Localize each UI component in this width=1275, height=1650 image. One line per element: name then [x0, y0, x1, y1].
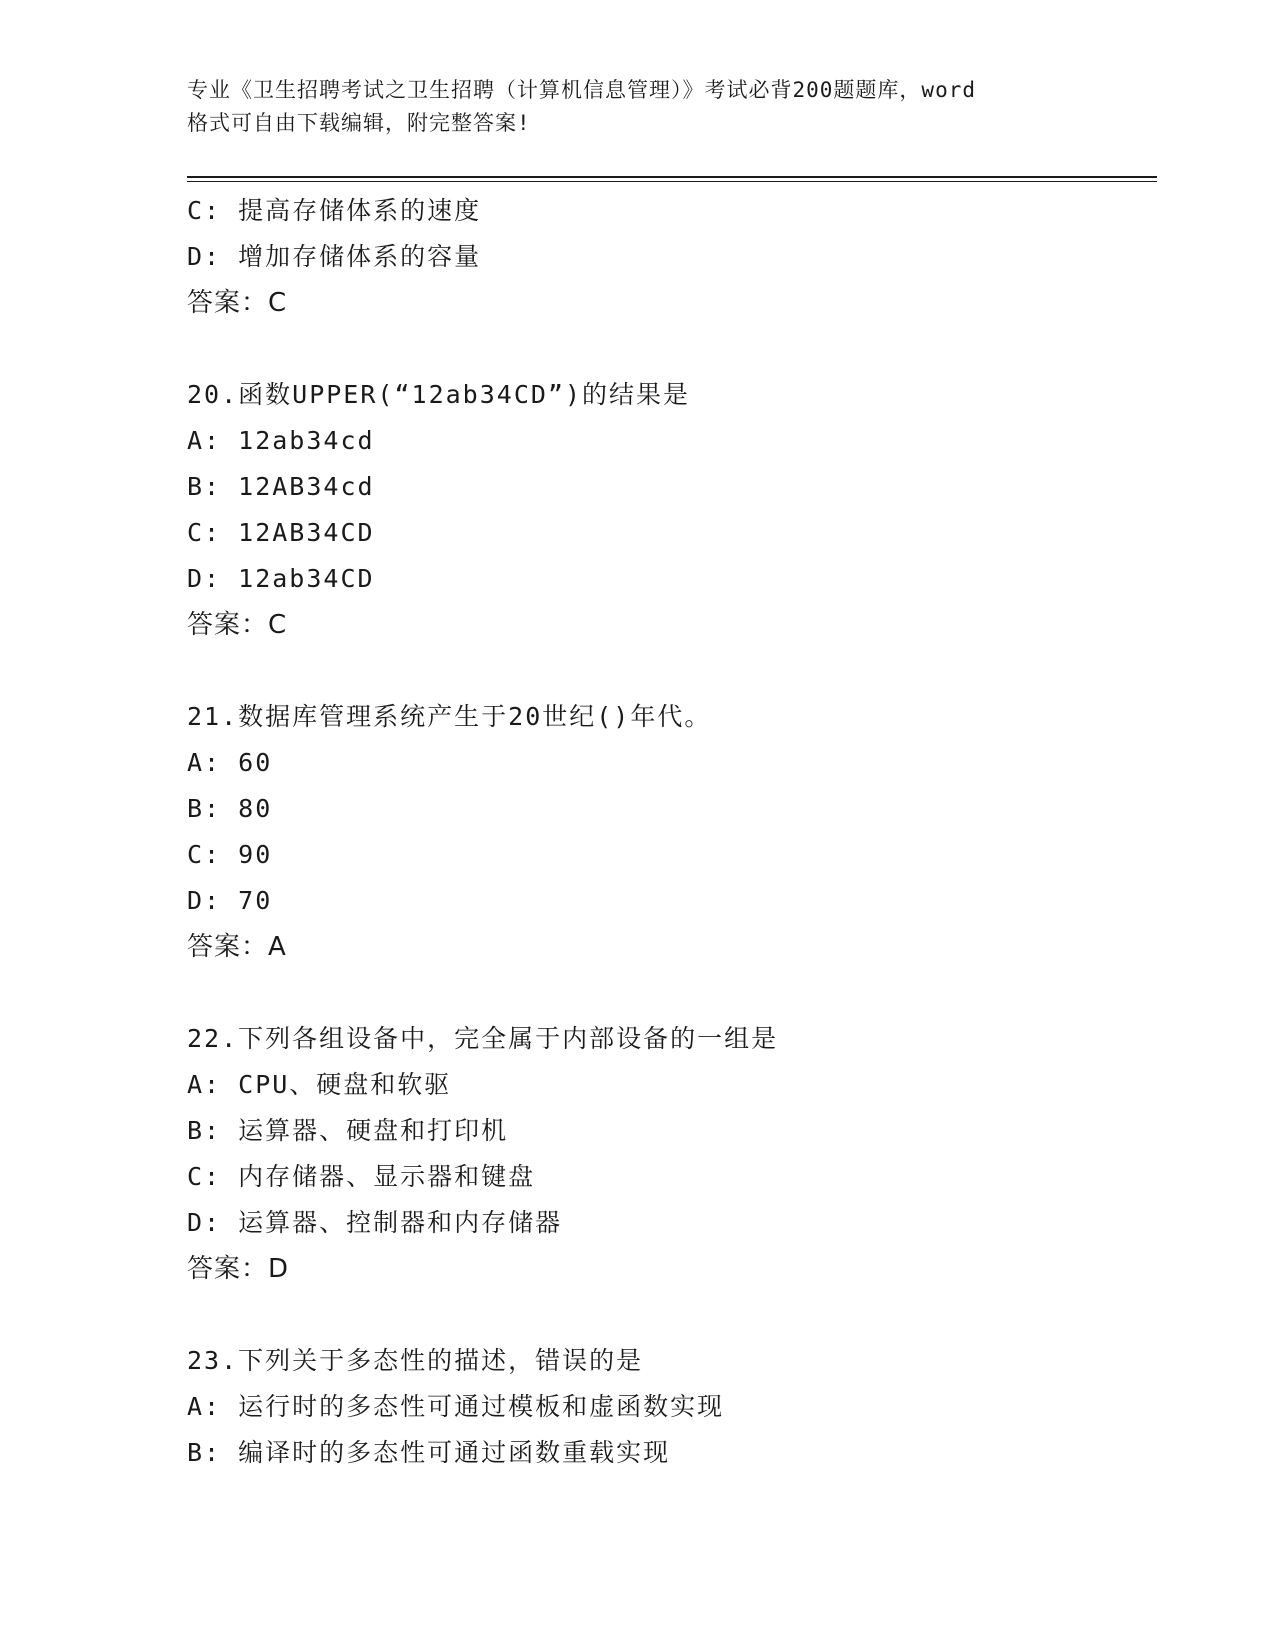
spacer [187, 970, 1147, 1016]
option-d: D: 运算器、控制器和内存储器 [187, 1208, 563, 1237]
option-d: D: 70 [187, 886, 273, 915]
header-divider-thin [187, 181, 1157, 182]
question-23 [187, 1338, 1147, 1476]
question-stem: 23.下列关于多态性的描述，错误的是 [187, 1346, 644, 1375]
header-title-line-1: 专业《卫生招聘考试之卫生招聘（计算机信息管理）》考试必背200题题库，word [187, 78, 976, 102]
document-header [187, 74, 1087, 140]
option-c: C: 提高存储体系的速度 [187, 196, 482, 225]
spacer [187, 1292, 1147, 1338]
answer-line: 答案：C [187, 288, 288, 318]
option-a: A: CPU、硬盘和软驱 [187, 1070, 452, 1099]
option-b: B: 编译时的多态性可通过函数重载实现 [187, 1438, 671, 1467]
answer-line: 答案：A [187, 932, 287, 962]
question-stem: 20.函数UPPER(“12ab34CD”)的结果是 [187, 380, 691, 409]
question-22 [187, 1016, 1147, 1292]
spacer [187, 648, 1147, 694]
question-19-partial [187, 188, 1147, 326]
option-c: C: 12AB34CD [187, 518, 375, 547]
option-a: A: 运行时的多态性可通过模板和虚函数实现 [187, 1392, 725, 1421]
option-a: A: 60 [187, 748, 273, 777]
option-b: B: 12AB34cd [187, 472, 375, 501]
answer-line: 答案：C [187, 610, 288, 640]
question-21 [187, 694, 1147, 970]
question-20 [187, 372, 1147, 648]
header-divider-thick [187, 176, 1157, 178]
option-d: D: 增加存储体系的容量 [187, 242, 482, 271]
question-list [187, 188, 1147, 1476]
answer-line: 答案：D [187, 1254, 290, 1284]
option-d: D: 12ab34CD [187, 564, 375, 593]
header-title-line-2: 格式可自由下载编辑，附完整答案! [187, 111, 531, 135]
option-b: B: 运算器、硬盘和打印机 [187, 1116, 509, 1145]
option-a: A: 12ab34cd [187, 426, 375, 455]
question-stem: 21.数据库管理系统产生于20世纪()年代。 [187, 702, 712, 731]
option-b: B: 80 [187, 794, 273, 823]
question-stem: 22.下列各组设备中，完全属于内部设备的一组是 [187, 1024, 779, 1053]
option-c: C: 内存储器、显示器和键盘 [187, 1162, 536, 1191]
option-c: C: 90 [187, 840, 273, 869]
spacer [187, 326, 1147, 372]
